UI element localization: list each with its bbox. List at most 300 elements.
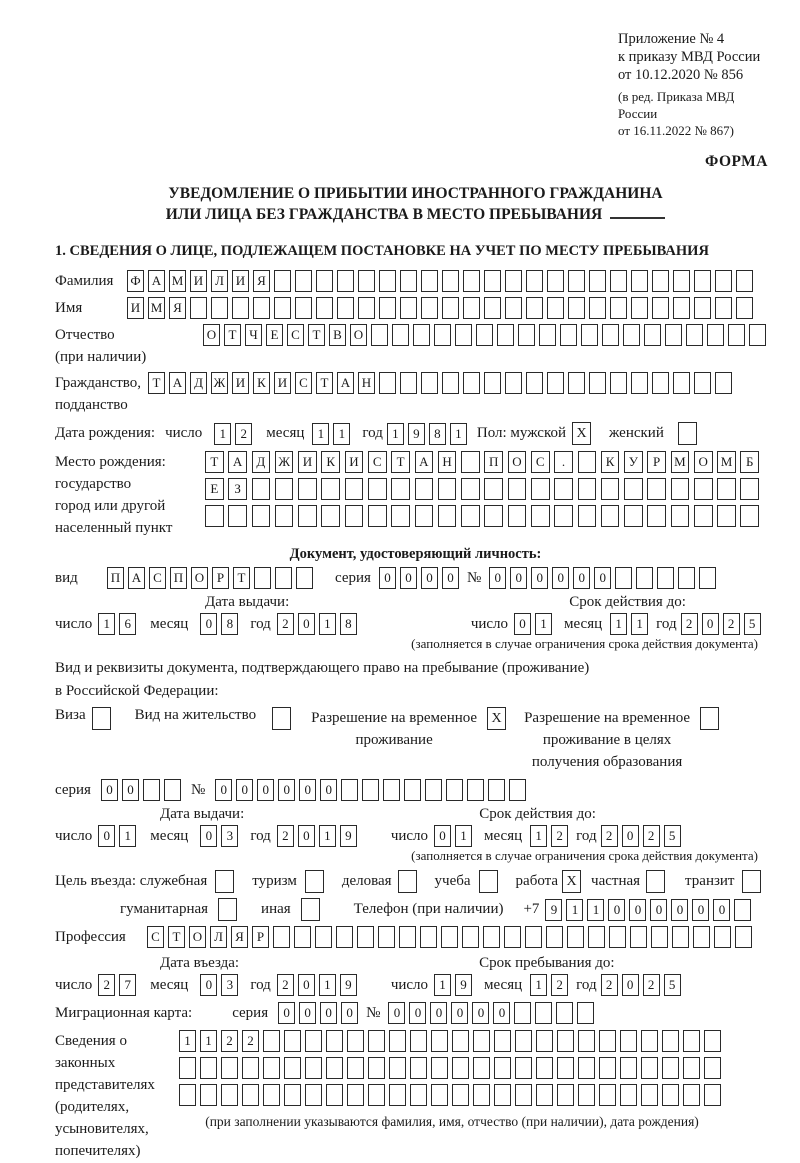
visit-purpose-row <box>55 870 776 893</box>
guardians-label-5: усыновителях, <box>55 1121 149 1137</box>
identity-issue-day-cells <box>98 613 140 635</box>
char-box <box>484 478 503 500</box>
char-box: З <box>228 478 247 500</box>
section1-heading: 1. СВЕДЕНИЯ О ЛИЦЕ, ПОДЛЕЖАЩЕМ ПОСТАНОВКЕ НА УЧЕТ ПО МЕСТУ ПРЕБЫВАНИЯ <box>55 243 709 259</box>
char-box <box>504 926 521 948</box>
char-box <box>560 324 577 346</box>
char-box <box>588 926 605 948</box>
char-box <box>704 1057 721 1079</box>
stay-issue-month-cells <box>200 825 242 847</box>
char-box <box>378 926 395 948</box>
migration-card-row <box>55 1002 776 1024</box>
char-box: А <box>415 451 434 473</box>
char-box: Д <box>190 372 207 394</box>
char-box: И <box>232 372 249 394</box>
phone-cells <box>545 899 755 921</box>
char-box: 0 <box>298 974 315 996</box>
char-box: 2 <box>551 825 568 847</box>
char-box: Б <box>740 451 759 473</box>
char-box: 0 <box>298 825 315 847</box>
appendix-line-3: от 10.12.2020 № 856 <box>618 67 744 83</box>
char-box <box>683 1057 700 1079</box>
birthplace-label-1: Место рождения: <box>55 454 166 470</box>
char-box: 1 <box>530 974 547 996</box>
appendix-line-2: к приказу МВД России <box>618 49 761 65</box>
char-box <box>578 1057 595 1079</box>
visa-label: Виза <box>55 707 86 723</box>
char-box <box>483 926 500 948</box>
birthdate-day-cells <box>214 423 256 445</box>
purpose-work-checkbox: X <box>562 870 581 893</box>
char-box <box>400 372 417 394</box>
char-box: 0 <box>552 567 569 589</box>
char-box: В <box>329 324 346 346</box>
char-box <box>610 297 627 319</box>
purpose-official-label: Цель въезда: служебная <box>55 873 208 889</box>
char-box <box>389 1057 406 1079</box>
char-box <box>556 1002 573 1024</box>
char-box <box>347 1030 364 1052</box>
entry-year-cells <box>277 974 361 996</box>
stay-valid-header: Срок действия до: <box>479 806 596 822</box>
char-box <box>431 1030 448 1052</box>
char-box <box>368 1057 385 1079</box>
char-box <box>298 478 317 500</box>
identity-number-label: № <box>466 569 482 586</box>
stay-valid-day-label: число <box>390 827 429 844</box>
char-box <box>557 1030 574 1052</box>
residence-permit-label: Вид на жительство <box>134 707 257 723</box>
char-box <box>143 779 160 801</box>
purpose-transit-checkbox <box>742 870 761 893</box>
char-box: Я <box>231 926 248 948</box>
char-box <box>473 1057 490 1079</box>
char-box: 2 <box>277 974 294 996</box>
title-blank-line <box>610 217 665 219</box>
purpose-private-checkbox <box>646 870 665 893</box>
char-box: 0 <box>236 779 253 801</box>
char-box <box>734 899 751 921</box>
char-box <box>321 505 340 527</box>
char-box <box>641 1030 658 1052</box>
entry-date-headers <box>55 955 776 972</box>
purpose-private-label: частная <box>591 873 641 889</box>
birthplace-label-2: государство <box>55 476 132 492</box>
char-box: К <box>321 451 340 473</box>
char-box <box>438 505 457 527</box>
identity-valid-year-label: год <box>656 615 677 632</box>
char-box: 1 <box>530 825 547 847</box>
purpose-humanitarian-label: гуманитарная <box>120 901 209 917</box>
char-box <box>657 567 674 589</box>
birthdate-year-label: год <box>362 425 383 441</box>
birthdate-year-cells <box>387 423 471 445</box>
char-box <box>539 324 556 346</box>
migration-number-label: № <box>366 1004 381 1021</box>
char-box <box>620 1084 637 1106</box>
edu-permit-checkbox <box>700 707 719 730</box>
char-box <box>526 297 543 319</box>
firstname-cells <box>127 297 757 319</box>
birthplace-block <box>55 451 776 539</box>
char-box: П <box>170 567 187 589</box>
char-box <box>707 324 724 346</box>
char-box <box>651 926 668 948</box>
char-box <box>647 505 666 527</box>
char-box <box>631 270 648 292</box>
char-box: П <box>107 567 124 589</box>
char-box: 0 <box>622 974 639 996</box>
char-box <box>358 270 375 292</box>
char-box: 0 <box>510 567 527 589</box>
char-box <box>461 451 480 473</box>
citizenship-label: Гражданство, подданство <box>55 372 148 416</box>
firstname-label: Имя <box>55 299 83 316</box>
char-box <box>434 324 451 346</box>
gender-male-label: Пол: мужской <box>476 425 567 441</box>
char-box <box>546 926 563 948</box>
char-box <box>505 372 522 394</box>
char-box <box>508 478 527 500</box>
birthdate-month-label: месяц <box>266 425 305 441</box>
stay-issue-day-cells <box>98 825 140 847</box>
char-box: 9 <box>340 974 357 996</box>
char-box <box>368 505 387 527</box>
char-box <box>484 297 501 319</box>
stay-series-label: серия <box>55 781 91 798</box>
char-box: Н <box>438 451 457 473</box>
char-box: О <box>189 926 206 948</box>
char-box <box>624 478 643 500</box>
char-box <box>284 1057 301 1079</box>
char-box <box>315 926 332 948</box>
char-box: 0 <box>400 567 417 589</box>
char-box <box>368 478 387 500</box>
char-box: Л <box>210 926 227 948</box>
char-box: 0 <box>341 1002 358 1024</box>
char-box <box>554 478 573 500</box>
revision-line-2: от 16.11.2022 № 867) <box>618 123 735 138</box>
char-box <box>461 505 480 527</box>
char-box <box>305 1084 322 1106</box>
migration-card-label: Миграционная карта: <box>55 1004 193 1021</box>
char-box <box>379 297 396 319</box>
birthplace-row-1 <box>205 451 764 473</box>
char-box: С <box>295 372 312 394</box>
char-box: 3 <box>221 974 238 996</box>
char-box: М <box>169 270 186 292</box>
char-box: 0 <box>215 779 232 801</box>
char-box <box>242 1084 259 1106</box>
stay-until-header: Срок пребывания до: <box>479 955 615 971</box>
char-box: 0 <box>98 825 115 847</box>
char-box <box>431 1084 448 1106</box>
char-box: Т <box>391 451 410 473</box>
guardians-row-3 <box>179 1084 725 1106</box>
identity-issue-header: Дата выдачи: <box>205 594 290 610</box>
char-box: 0 <box>409 1002 426 1024</box>
char-box <box>253 297 270 319</box>
char-box: У <box>624 451 643 473</box>
guardians-label-2: законных <box>55 1055 116 1071</box>
char-box <box>683 1030 700 1052</box>
char-box <box>699 567 716 589</box>
document-title <box>55 183 776 225</box>
char-box <box>662 1057 679 1079</box>
char-box: 0 <box>298 613 315 635</box>
char-box: 1 <box>179 1030 196 1052</box>
char-box: А <box>228 451 247 473</box>
char-box <box>362 779 379 801</box>
char-box: Ж <box>211 372 228 394</box>
char-box <box>421 372 438 394</box>
purpose-second-row <box>55 898 776 921</box>
identity-doc-heading: Документ, удостоверяющий личность: <box>289 546 542 562</box>
birthplace-label-4: населенный пункт <box>55 520 173 536</box>
char-box: 2 <box>643 825 660 847</box>
char-box: 0 <box>514 613 531 635</box>
char-box <box>671 478 690 500</box>
stay-issue-year-label: год <box>250 827 271 844</box>
identity-dates-row <box>55 613 776 635</box>
char-box <box>662 1030 679 1052</box>
char-box <box>463 270 480 292</box>
char-box: 1 <box>98 613 115 635</box>
purpose-official-checkbox <box>215 870 234 893</box>
char-box <box>345 505 364 527</box>
char-box <box>578 505 597 527</box>
char-box <box>463 297 480 319</box>
char-box: 2 <box>242 1030 259 1052</box>
char-box <box>624 505 643 527</box>
char-box <box>644 324 661 346</box>
char-box <box>357 926 374 948</box>
char-box <box>488 779 505 801</box>
char-box <box>509 779 526 801</box>
guardians-row-1 <box>179 1030 725 1052</box>
char-box: А <box>128 567 145 589</box>
char-box: Т <box>205 451 224 473</box>
char-box: 0 <box>451 1002 468 1024</box>
char-box <box>665 324 682 346</box>
char-box: . <box>554 451 573 473</box>
char-box <box>296 567 313 589</box>
phone-label: Телефон (при наличии) <box>353 901 504 917</box>
char-box <box>508 505 527 527</box>
char-box <box>415 478 434 500</box>
char-box: 0 <box>200 613 217 635</box>
char-box <box>252 505 271 527</box>
char-box: Ч <box>245 324 262 346</box>
char-box: С <box>368 451 387 473</box>
char-box <box>589 270 606 292</box>
char-box: 0 <box>573 567 590 589</box>
char-box <box>242 1057 259 1079</box>
guardians-label-6: попечителях) <box>55 1143 141 1159</box>
char-box <box>273 926 290 948</box>
entry-month-label: месяц <box>150 976 189 993</box>
char-box <box>717 505 736 527</box>
purpose-work-label: работа <box>515 873 559 889</box>
char-box <box>497 324 514 346</box>
char-box <box>636 567 653 589</box>
identity-valid-month-label: месяц <box>564 615 603 632</box>
char-box <box>652 372 669 394</box>
char-box <box>391 505 410 527</box>
stay-until-month-cells <box>530 974 572 996</box>
entry-day-cells <box>98 974 140 996</box>
char-box <box>557 1084 574 1106</box>
char-box: 8 <box>429 423 446 445</box>
char-box: А <box>169 372 186 394</box>
char-box <box>254 567 271 589</box>
identity-valid-header: Срок действия до: <box>569 594 686 610</box>
char-box <box>717 478 736 500</box>
char-box <box>404 779 421 801</box>
char-box: 0 <box>442 567 459 589</box>
char-box <box>578 1030 595 1052</box>
char-box: Р <box>212 567 229 589</box>
entry-date-header: Дата въезда: <box>160 955 240 971</box>
stay-number-cells <box>215 779 530 801</box>
identity-series-label: серия <box>335 569 371 586</box>
char-box: 2 <box>681 613 698 635</box>
stay-until-year-label: год <box>576 976 597 993</box>
char-box: 0 <box>278 1002 295 1024</box>
char-box <box>441 926 458 948</box>
char-box: 0 <box>388 1002 405 1024</box>
char-box <box>476 324 493 346</box>
char-box: 0 <box>200 825 217 847</box>
char-box: Т <box>316 372 333 394</box>
char-box <box>531 478 550 500</box>
char-box <box>694 297 711 319</box>
char-box <box>295 270 312 292</box>
form-label: ФОРМА <box>704 153 768 170</box>
char-box <box>294 926 311 948</box>
char-box <box>662 1084 679 1106</box>
char-box <box>452 1030 469 1052</box>
char-box: О <box>203 324 220 346</box>
char-box: К <box>253 372 270 394</box>
char-box: 0 <box>421 567 438 589</box>
char-box: 8 <box>340 613 357 635</box>
char-box <box>589 297 606 319</box>
gender-female-label: женский <box>609 425 664 441</box>
char-box: 0 <box>472 1002 489 1024</box>
char-box: Р <box>647 451 666 473</box>
char-box <box>452 1084 469 1106</box>
entry-year-label: год <box>250 976 271 993</box>
char-box: 1 <box>319 613 336 635</box>
char-box <box>484 270 501 292</box>
identity-issue-month-label: месяц <box>150 615 189 632</box>
char-box <box>358 297 375 319</box>
char-box: 0 <box>608 899 625 921</box>
visa-checkbox <box>92 707 111 730</box>
char-box: 0 <box>200 974 217 996</box>
char-box <box>274 270 291 292</box>
entry-month-cells <box>200 974 242 996</box>
char-box: 1 <box>387 423 404 445</box>
identity-doc-row <box>55 567 776 589</box>
char-box: 5 <box>664 825 681 847</box>
char-box: И <box>274 372 291 394</box>
stay-doc-series-row <box>55 779 776 801</box>
char-box <box>316 270 333 292</box>
stay-number-label: № <box>190 781 206 798</box>
char-box <box>578 1084 595 1106</box>
stay-date-headers <box>55 806 776 823</box>
char-box: 0 <box>434 825 451 847</box>
char-box <box>438 478 457 500</box>
birthdate-row <box>55 422 776 445</box>
char-box <box>179 1057 196 1079</box>
char-box: М <box>717 451 736 473</box>
char-box <box>473 1084 490 1106</box>
char-box <box>715 297 732 319</box>
identity-validity-note: (заполняется в случае ограничения срока действия документа) <box>411 636 758 651</box>
char-box: 9 <box>408 423 425 445</box>
char-box <box>526 372 543 394</box>
char-box <box>694 372 711 394</box>
identity-kind-label: вид <box>55 569 78 586</box>
citizenship-cells <box>148 372 736 394</box>
patronymic-cells <box>203 324 770 346</box>
char-box <box>623 324 640 346</box>
birthdate-day-label: число <box>165 425 203 441</box>
char-box: 1 <box>587 899 604 921</box>
char-box <box>620 1057 637 1079</box>
char-box <box>536 1084 553 1106</box>
guardians-label-4: (родителях, <box>55 1099 130 1115</box>
char-box <box>536 1057 553 1079</box>
char-box <box>547 270 564 292</box>
char-box <box>749 324 766 346</box>
stay-issue-month-label: месяц <box>150 827 189 844</box>
patronymic-label: Отчество (при наличии) <box>55 324 203 368</box>
char-box <box>295 297 312 319</box>
char-box <box>578 451 597 473</box>
char-box: А <box>148 270 165 292</box>
char-box: 1 <box>535 613 552 635</box>
purpose-other-label: иная <box>261 901 291 917</box>
char-box: 6 <box>119 613 136 635</box>
char-box: 2 <box>643 974 660 996</box>
char-box <box>232 297 249 319</box>
char-box <box>515 1057 532 1079</box>
guardians-labels <box>55 1030 179 1162</box>
char-box: И <box>345 451 364 473</box>
temp-permit-checkbox: X <box>487 707 506 730</box>
char-box <box>536 1030 553 1052</box>
char-box: М <box>671 451 690 473</box>
char-box <box>467 779 484 801</box>
char-box <box>205 505 224 527</box>
char-box: 0 <box>622 825 639 847</box>
char-box <box>431 1057 448 1079</box>
char-box: 1 <box>319 825 336 847</box>
char-box: 8 <box>221 613 238 635</box>
stay-valid-month-cells <box>530 825 572 847</box>
char-box: 2 <box>551 974 568 996</box>
char-box: 2 <box>277 825 294 847</box>
stay-dates-row <box>55 825 776 847</box>
char-box: 1 <box>319 974 336 996</box>
identity-issue-month-cells <box>200 613 242 635</box>
char-box: Т <box>308 324 325 346</box>
char-box <box>526 270 543 292</box>
